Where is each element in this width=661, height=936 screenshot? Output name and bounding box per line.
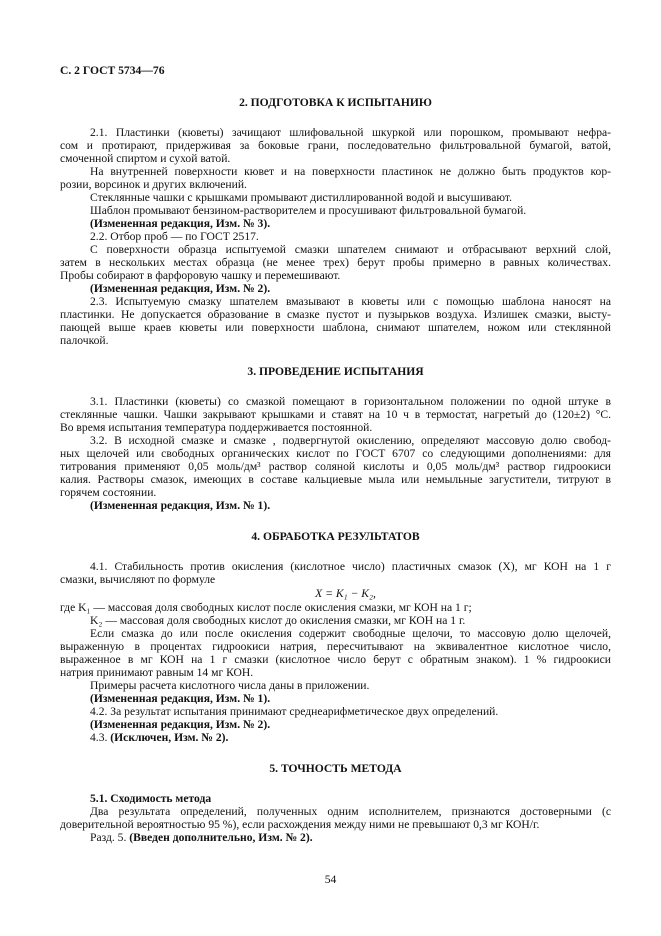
- text: 4.3.: [90, 731, 111, 744]
- paragraph: [60, 295, 611, 347]
- text-line: горячем состоянии.: [60, 486, 157, 499]
- text-line: Во время испытания температура поддерживается постоянной.: [60, 421, 373, 434]
- text-line: 3.1. Пластинки (кюветы) со смазкой помещают в горизонтальном положении по одной штуке в: [90, 395, 611, 408]
- paragraph: [60, 282, 611, 295]
- paragraph: [60, 627, 611, 679]
- paragraph: [60, 395, 611, 434]
- page-header: С. 2 ГОСТ 5734—76: [60, 64, 165, 77]
- text-line: затем в нескольких местах образца (не менее трех) берут пробы примерно в равных количествах.: [60, 256, 611, 269]
- bold-text: 5.1. Сходимость метода: [90, 792, 212, 805]
- paragraph: [60, 560, 611, 586]
- paragraph: [60, 165, 611, 191]
- bold-text: (Измененная редакция, Изм. № 1).: [90, 692, 271, 705]
- text-line: где K₁ — массовая доля свободных кислот после окисления смазки, мг КОН на 1 г;: [60, 601, 472, 614]
- text-line: смоченной спиртом и сухой ватой.: [60, 152, 231, 165]
- page-number: 54: [324, 873, 337, 886]
- text-line: 2.1. Пластинки (кюветы) зачищают шлифовальной шкуркой или порошком, промывают нефра-: [90, 126, 611, 139]
- text-line: Примеры расчета кислотного числа даны в приложении.: [90, 679, 370, 692]
- document-page: [60, 64, 611, 844]
- text-line: калия. Растворы смазок, имеющих в составе кальциевые мыла или немыльные загустители, титруют в: [60, 473, 611, 486]
- text-line: 4.2. За результат испытания принимают среднеарифметическое двух определений.: [90, 705, 499, 718]
- bold-text: (Введен дополнительно, Изм. № 2).: [129, 831, 313, 844]
- text-line: [60, 718, 611, 731]
- section-heading: 2. ПОДГОТОВКА К ИСПЫТАНИЮ: [239, 96, 432, 109]
- text-line: Пробы собирают в фарфоровую чашку и перемешивают.: [60, 269, 341, 282]
- section-heading: 3. ПРОВЕДЕНИЕ ИСПЫТАНИЯ: [247, 365, 424, 378]
- paragraph: [60, 831, 611, 844]
- text-line: пластинки. Не допускается образование в смазке пустот и пузырьков воздуха. Излишек смазки, высту-: [60, 308, 611, 321]
- text-line: Стеклянные чашки с крышками промывают дистиллированной водой и высушивают.: [90, 191, 512, 204]
- text: Разд. 5.: [90, 831, 130, 844]
- paragraph: [60, 705, 611, 718]
- text-line: Шаблон промывают бензином-растворителем и просушивают фильтровальной бумагой.: [90, 204, 527, 217]
- text-line: доверительной вероятностью 95 %), если расхождения между ними не превышают 0,3 мг КОН/г.: [60, 818, 540, 831]
- text-line: ных щелочей или свободных органических кислот по ГОСТ 6707 со следующими дополнениями: для: [60, 447, 611, 460]
- text-line: Если смазка до или после окисления содержит свободные щелочи, то массовую долю щелочей,: [90, 627, 611, 640]
- bold-text: (Исключен, Изм. № 2).: [110, 731, 229, 744]
- section-heading: 5. ТОЧНОСТЬ МЕТОДА: [269, 762, 402, 775]
- paragraph: [60, 692, 611, 705]
- text-line: сом и протирают, придерживая за боковые грани, последовательно фильтровальной бумагой, ватой,: [60, 139, 611, 152]
- paragraph: [60, 230, 611, 243]
- text-line: На внутренней поверхности кювет и на поверхности пластинок не должно быть продуктов кор-: [90, 165, 611, 178]
- text-line: выраженную в процентах гидроокиси натрия, пересчитывают на эквивалентное кислотное число,: [60, 640, 611, 653]
- bold-text: (Измененная редакция, Изм. № 1).: [90, 499, 271, 512]
- text-line: [60, 499, 611, 512]
- paragraph: [60, 805, 611, 831]
- paragraph: [60, 434, 611, 499]
- paragraph: [60, 718, 611, 731]
- text-line: выраженное в мг КОН на 1 г смазки (кислотное число берут с обратным знаком). 1 % гидроокиси: [60, 653, 611, 666]
- paragraph: [60, 601, 611, 614]
- text-line: [60, 731, 611, 744]
- section-heading: 4. ОБРАБОТКА РЕЗУЛЬТАТОВ: [251, 530, 420, 543]
- text-line: стеклянные чашки. Чашки закрывают крышками и ставят на 10 ч в термостат, нагретый до (120±2) °С.: [60, 408, 611, 421]
- formula: X = K₁ − K₂,: [315, 587, 376, 600]
- text-line: [60, 282, 611, 295]
- text-line: Два результата определений, полученных одним исполнителем, признаются достоверными (с: [90, 805, 611, 818]
- text-line: 2.3. Испытуемую смазку шпателем вмазывают в кюветы или с помощью шаблона наносят на: [90, 295, 611, 308]
- paragraph: [60, 126, 611, 165]
- bold-text: (Измененная редакция, Изм. № 3).: [90, 217, 271, 230]
- paragraph: [60, 204, 611, 217]
- text-line: [60, 792, 611, 805]
- text-line: смазки, вычисляют по формуле: [60, 573, 216, 586]
- paragraph: [60, 792, 611, 805]
- paragraph: [60, 191, 611, 204]
- text-line: 2.2. Отбор проб — по ГОСТ 2517.: [90, 230, 259, 243]
- bold-text: (Измененная редакция, Изм. № 2).: [90, 282, 271, 295]
- paragraph: [60, 731, 611, 744]
- text-line: розии, ворсинок и других включений.: [60, 178, 247, 191]
- text-line: титрования применяют 0,05 моль/дм³ раствор соляной кислоты и 0,05 моль/дм³ раствор гидроокиси: [60, 460, 611, 473]
- text-line: [60, 831, 611, 844]
- document-body: [60, 96, 611, 844]
- text-line: [60, 217, 611, 230]
- text-line: 3.2. В исходной смазке и смазке , подвергнутой окислению, определяют массовую долю свобод-: [90, 434, 611, 447]
- text-line: [60, 692, 611, 705]
- paragraph: [60, 679, 611, 692]
- text-line: 4.1. Стабильность против окисления (кислотное число) пластичных смазок (X), мг КОН на 1 г: [90, 560, 611, 573]
- text-line: палочкой.: [60, 334, 109, 347]
- text-line: С поверхности образца испытуемой смазки шпателем снимают и отбрасывают верхний слой,: [90, 243, 611, 256]
- paragraph: [60, 614, 611, 627]
- paragraph: [60, 243, 611, 282]
- bold-text: (Измененная редакция, Изм. № 2).: [90, 718, 271, 731]
- text-line: K₂ — массовая доля свободных кислот до окисления смазки, мг КОН на 1 г.: [90, 614, 466, 627]
- paragraph: [60, 217, 611, 230]
- text-line: пающей выше краев кюветы или поверхности шаблона, снимают шпателем, ножом или стеклянной: [60, 321, 611, 334]
- paragraph: [60, 499, 611, 512]
- text-line: натрия принимают равным 14 мг КОН.: [60, 666, 254, 679]
